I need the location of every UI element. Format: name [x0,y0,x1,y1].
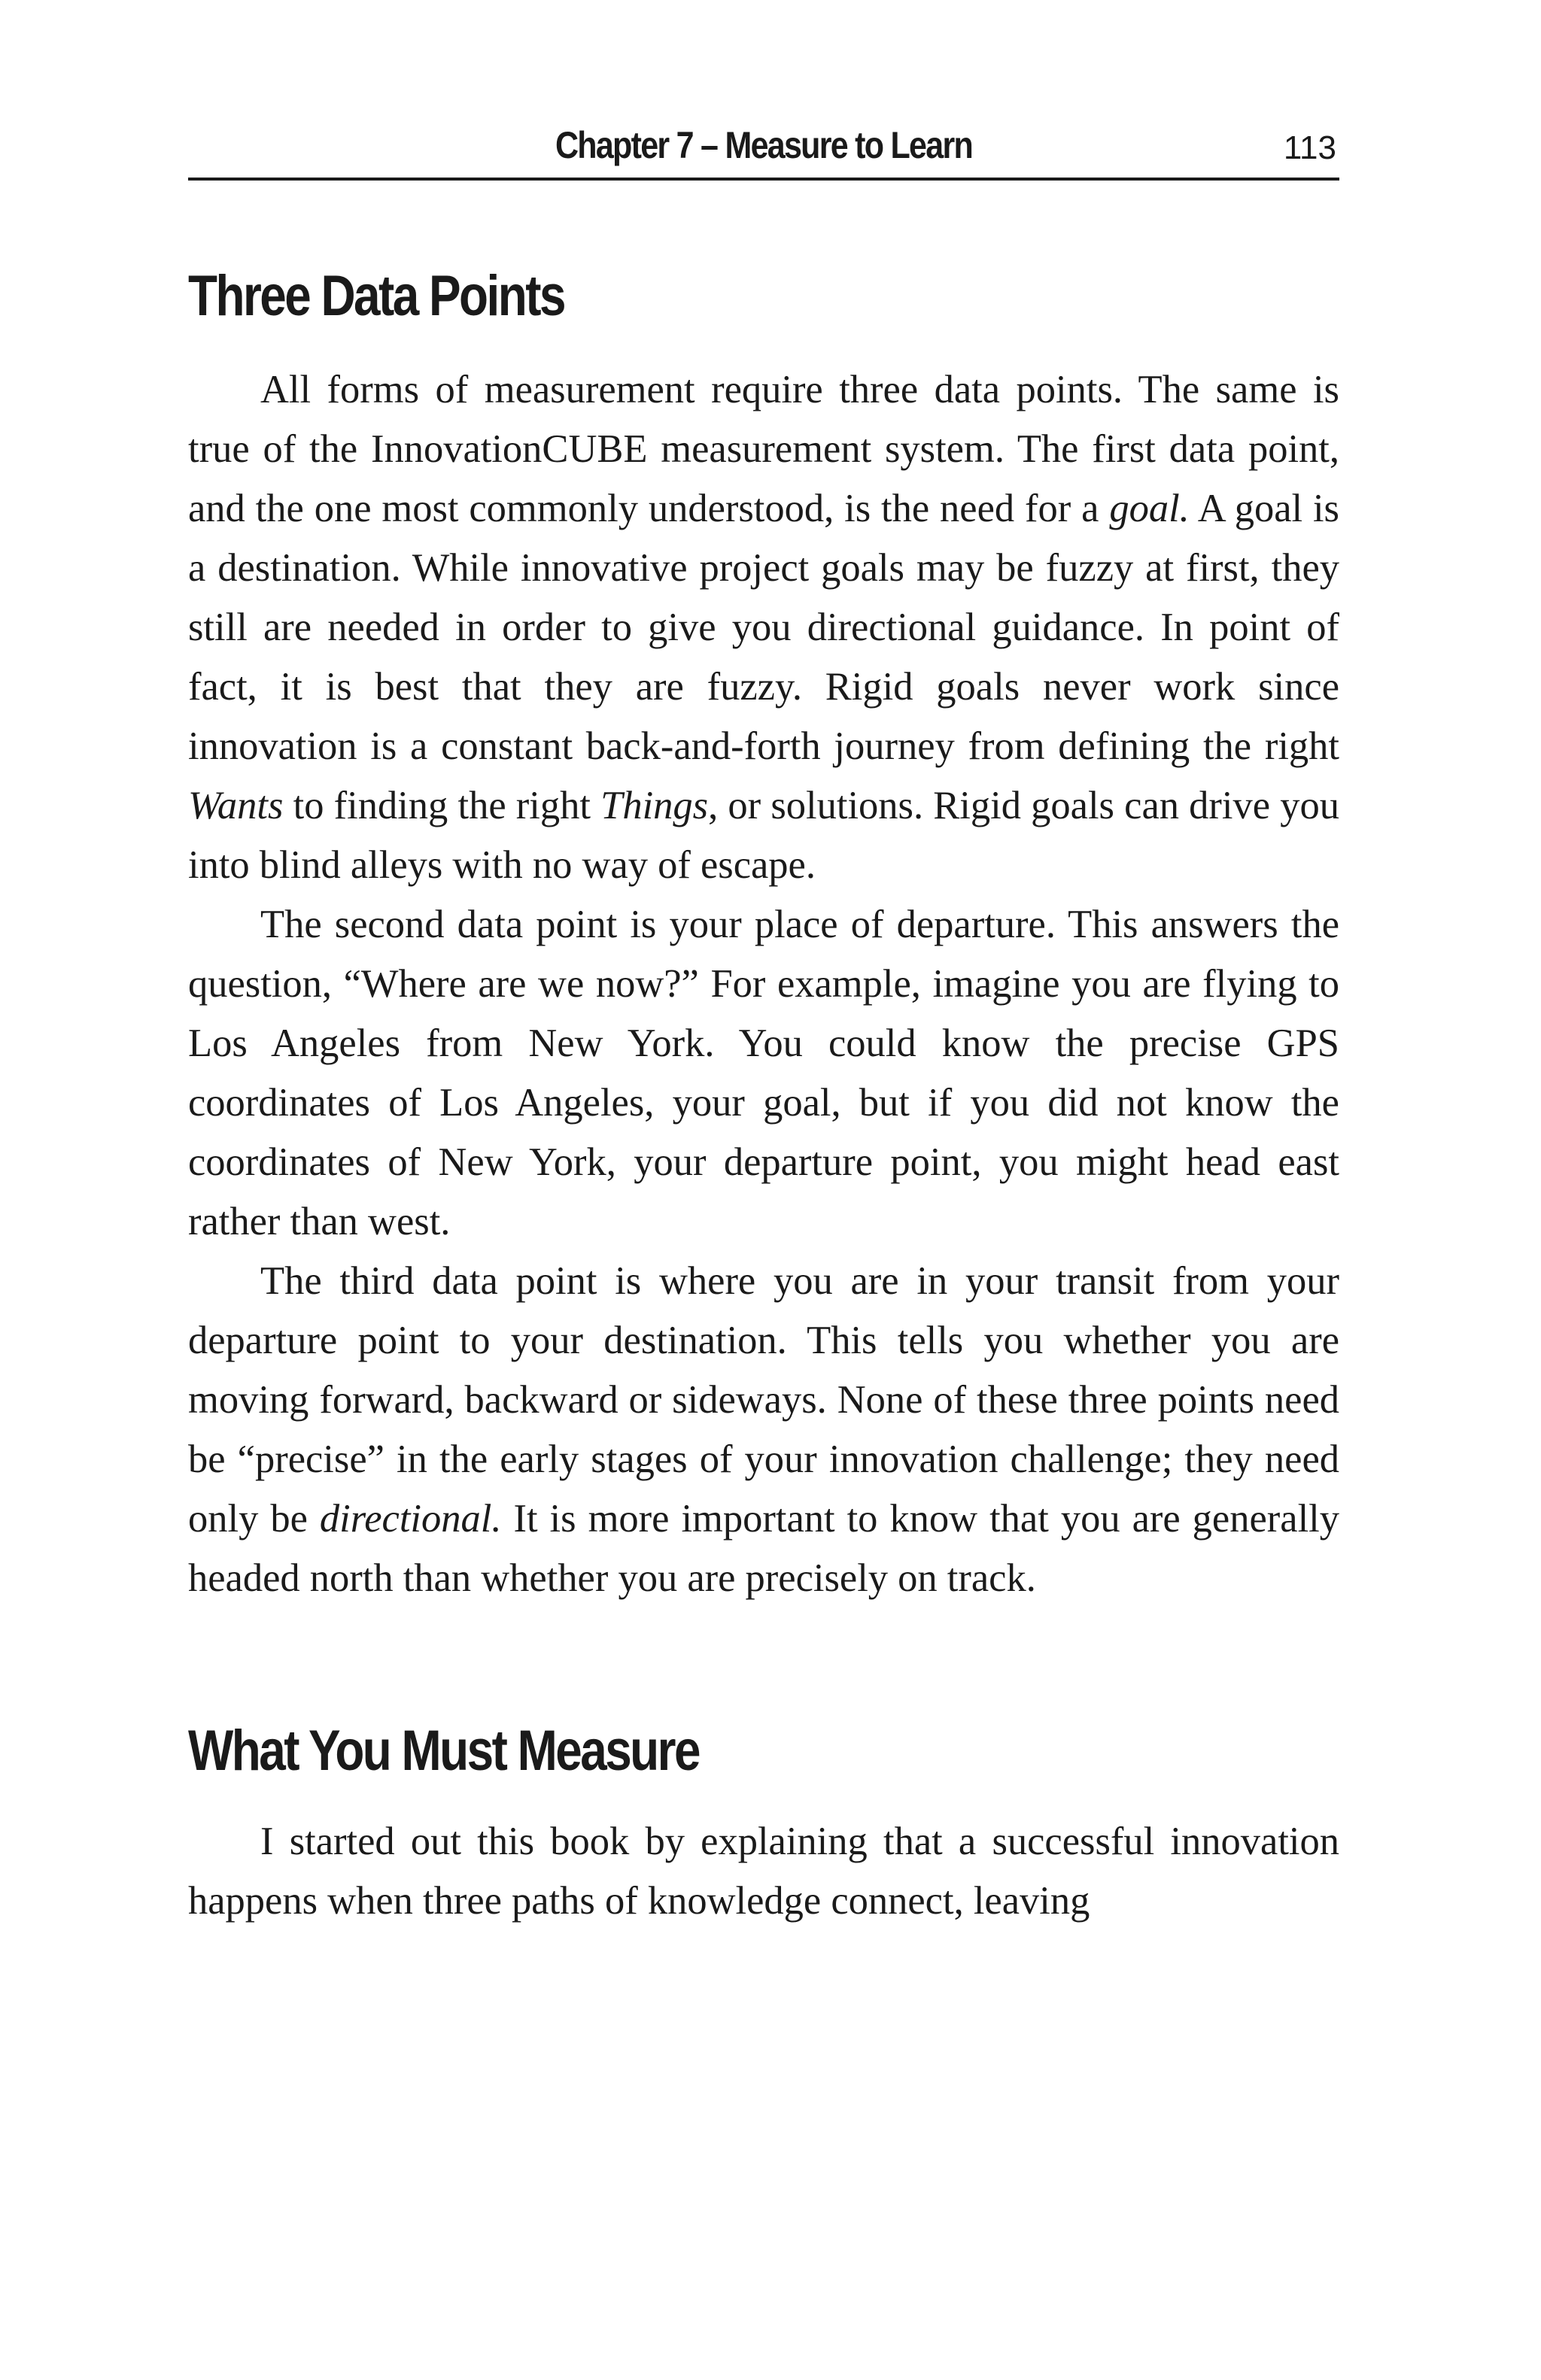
text-run: , or solutions. Rigid goals can drive you into blind alleys with no way of escape. [188,784,1339,887]
page-number: 113 [1283,129,1336,166]
italic-run: Wants [188,784,284,827]
body-paragraph [188,1252,1339,1608]
running-header [188,113,1339,181]
section-heading: Three Data Points [188,264,564,328]
book-page [188,113,1339,1931]
text-run: to finding the right [283,784,601,827]
text-run: It is more important to know that you are generally headed north than whether you are precisely on track. [188,1497,1339,1600]
text-run: All forms of measurement require three data points. The same is true of the InnovationCUBE measurement system. The first data point, and the one most commonly understood, is the need for a [188,368,1339,530]
text-run: A goal is a destination. While innovative project goals may be fuzzy at first, they still are needed in order to give you directional guidance. In point of fact, it is best that they are fuzzy. Rigid goals never work since innovation is a constant back-and-forth journey from defining the right [188,487,1339,768]
text-run: The second data point is your place of departure. This answers the question, “Where are we now?” For example, imagine you are flying to Los Angeles from New York. You could know the precise GPS coordinates of Los Angeles, your goal, but if you did not know the coordinates of New York, your departure point, you might head east rather than west. [188,903,1339,1243]
text-run: The third data point is where you are in your transit from your departure point to your destination. This tells you whether you are moving forward, backward or sideways. None of these three points need be “precise” in the early stages of your innovation challenge; they need only be [188,1259,1339,1541]
italic-run: Things [600,784,709,827]
text-run: I started out this book by explaining that a successful innovation happens when three paths of knowledge connect, leaving [188,1820,1339,1923]
body-paragraph [188,360,1339,895]
italic-run: directional. [319,1497,502,1541]
body-paragraph [188,895,1339,1252]
chapter-title: Chapter 7 – Measure to Learn [555,124,973,166]
italic-run: goal. [1109,487,1190,530]
section-heading: What You Must Measure [188,1719,699,1783]
body-paragraph [188,1812,1339,1931]
